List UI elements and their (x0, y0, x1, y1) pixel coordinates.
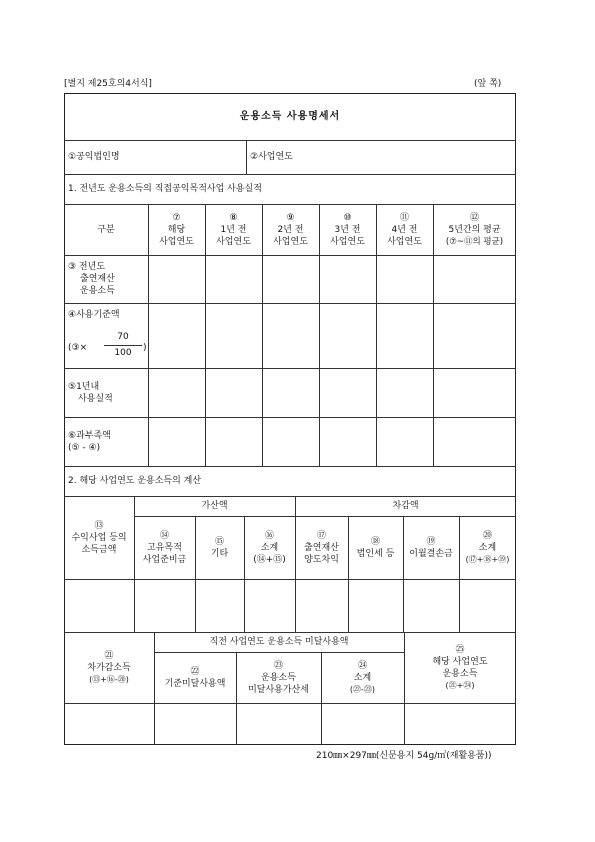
col-label-line1: 기준미달사용액 (164, 678, 226, 689)
row4-open: (③× (68, 343, 88, 353)
row5-line2: 사용실적 (78, 393, 113, 404)
fiscal-year-label: ②사업연도 (250, 152, 293, 162)
col-number: ⑦ (172, 212, 181, 223)
row4-line1: ④사용기준액 (68, 310, 120, 320)
col-label-line1: 소계 (353, 672, 372, 683)
col-label-line1: 소계 (478, 542, 497, 553)
col-number: ㉕ (455, 644, 465, 655)
rule-sec2-header-bottom (64, 579, 516, 580)
col15-header (195, 516, 244, 579)
col-label-line1: 5년간의 평균 (448, 224, 501, 235)
col-number: ⑯ (264, 530, 274, 541)
row3-line1: ③ 전년도 (68, 262, 106, 272)
s1-col-header (148, 204, 205, 255)
col-number: ㉒ (190, 666, 200, 677)
col-label-line2: (⑦~⑪의 평균) (445, 236, 504, 247)
row4-fraction-numerator: 70 (117, 332, 129, 342)
s1-gubun-header (64, 204, 148, 255)
col-label-line2: 사업연도 (387, 236, 422, 247)
col-label-line1: 해당 (167, 224, 186, 235)
col-number: ⑭ (159, 530, 169, 541)
col-number: ⑫ (469, 212, 479, 223)
col-number: ⑳ (482, 530, 492, 541)
col13-header (64, 496, 134, 579)
section2-heading: 2. 해당 사업연도 운용소득의 계산 (68, 476, 202, 486)
col21-header (64, 632, 154, 703)
col25-header (404, 632, 516, 703)
col-label-line2: 사업연도 (273, 236, 308, 247)
row5-line1: ⑤1년내 (68, 381, 100, 392)
form-title: 운용소득 사용명세서 (239, 110, 341, 122)
col18-header (348, 516, 403, 579)
col-number: ⑨ (286, 212, 295, 223)
col-label-line1: 해당 사업연도 (432, 656, 488, 667)
col-label-line1: 3년 전 (334, 224, 361, 235)
rule-lower-header-bottom (64, 703, 516, 704)
col-label-line2: (⑬+⑯-⑳) (89, 674, 129, 684)
col20-header (459, 516, 516, 579)
col-label-line2: 사업연도 (159, 236, 194, 247)
col-label-line1: 법인세 등 (356, 548, 395, 559)
s1-col-header (319, 204, 376, 255)
col-label-line3: (㉑+㉔) (445, 680, 475, 690)
s1-col-header (376, 204, 433, 255)
section1-heading: 1. 전년도 운용소득의 직접공익목적사업 사용실적 (68, 184, 262, 194)
col23-header (236, 652, 321, 703)
col-number: ⑱ (370, 536, 380, 547)
col-label-line2: 양도차익 (304, 554, 339, 565)
col17-header (295, 516, 348, 579)
corp-name-field[interactable] (150, 142, 244, 172)
col-label-line1: 출연재산 (304, 542, 339, 553)
col-label-line1: 고유목적 (147, 542, 182, 553)
col-number: ⑩ (343, 212, 352, 223)
s1-col-header (205, 204, 262, 255)
col-label-line2: 소득금액 (81, 544, 117, 555)
col24-header (321, 652, 404, 703)
col-number: ㉔ (357, 660, 367, 671)
col-label-line1: 소계 (260, 542, 279, 553)
col-label-line1: 운용소득 (261, 672, 296, 683)
col-label-line1: 1년 전 (220, 224, 247, 235)
col-number: ㉓ (273, 660, 283, 671)
col-label-line2: 사업준비금 (142, 554, 187, 565)
paper-spec-footer: 210㎜×297㎜(신문용지 54g/㎡(재활용품)) (316, 751, 492, 761)
col-number: ⑲ (426, 536, 436, 547)
form-number: [별지 제25호의4서식] (64, 79, 152, 89)
row4-close: ) (143, 343, 147, 353)
row4-fraction-bar (104, 345, 142, 346)
col16-header (244, 516, 295, 579)
col-label-line1: 차가감소득 (87, 662, 131, 673)
col-label-line1: 수익사업 등의 (71, 532, 127, 543)
corp-name-label: ①공익법인명 (68, 152, 120, 162)
col-number: ⑮ (214, 536, 224, 547)
col22-header (154, 652, 236, 703)
col-number: ㉑ (104, 650, 114, 661)
fiscal-year-field[interactable] (320, 142, 514, 172)
unused-group-header: 직전 사업연도 운용소득 미달사용액 (209, 637, 349, 647)
col-label-line2: (⑰+⑱+⑲) (465, 554, 510, 564)
row3-label (68, 255, 146, 303)
col-number: ⑪ (399, 212, 409, 223)
col-number: ⑰ (316, 530, 326, 541)
page-side-label: (앞 쪽) (474, 79, 502, 89)
rule-info-divider (246, 140, 247, 174)
row3-line2: 출연재산 (80, 274, 115, 284)
row6-line1: ⑥과부족액 (68, 430, 111, 441)
row5-label (68, 368, 146, 417)
col-label-line2: 미달사용가산세 (248, 684, 309, 695)
col-label-line1: 2년 전 (277, 224, 304, 235)
add-group-header: 가산액 (201, 501, 228, 511)
col-label-line1: 기타 (210, 548, 229, 559)
col-number: ⑬ (94, 520, 104, 531)
col-label-line2: 사업연도 (330, 236, 365, 247)
row3-line3: 운용소득 (80, 286, 115, 296)
s1-gubun-label: 구분 (97, 224, 115, 235)
s1-col-header (433, 204, 516, 255)
row6-line2: (⑤ - ④) (68, 442, 101, 453)
row4-fraction-denominator: 100 (114, 348, 132, 358)
col-label-line1: 4년 전 (391, 224, 418, 235)
s1-col-header (262, 204, 319, 255)
row4-label (64, 303, 148, 368)
col-label-line2: (⑭+⑮) (253, 554, 286, 565)
col-label-line2: 운용소득 (442, 668, 478, 679)
sub-group-header: 차감액 (392, 501, 419, 511)
col-label-line2: (㉒-㉓) (349, 684, 376, 694)
col-label-line2: 사업연도 (216, 236, 251, 247)
col-number: ⑧ (229, 212, 238, 223)
col19-header (403, 516, 459, 579)
col-label-line1: 이월결손금 (409, 548, 453, 559)
row6-label (68, 417, 146, 466)
col14-header (134, 516, 195, 579)
